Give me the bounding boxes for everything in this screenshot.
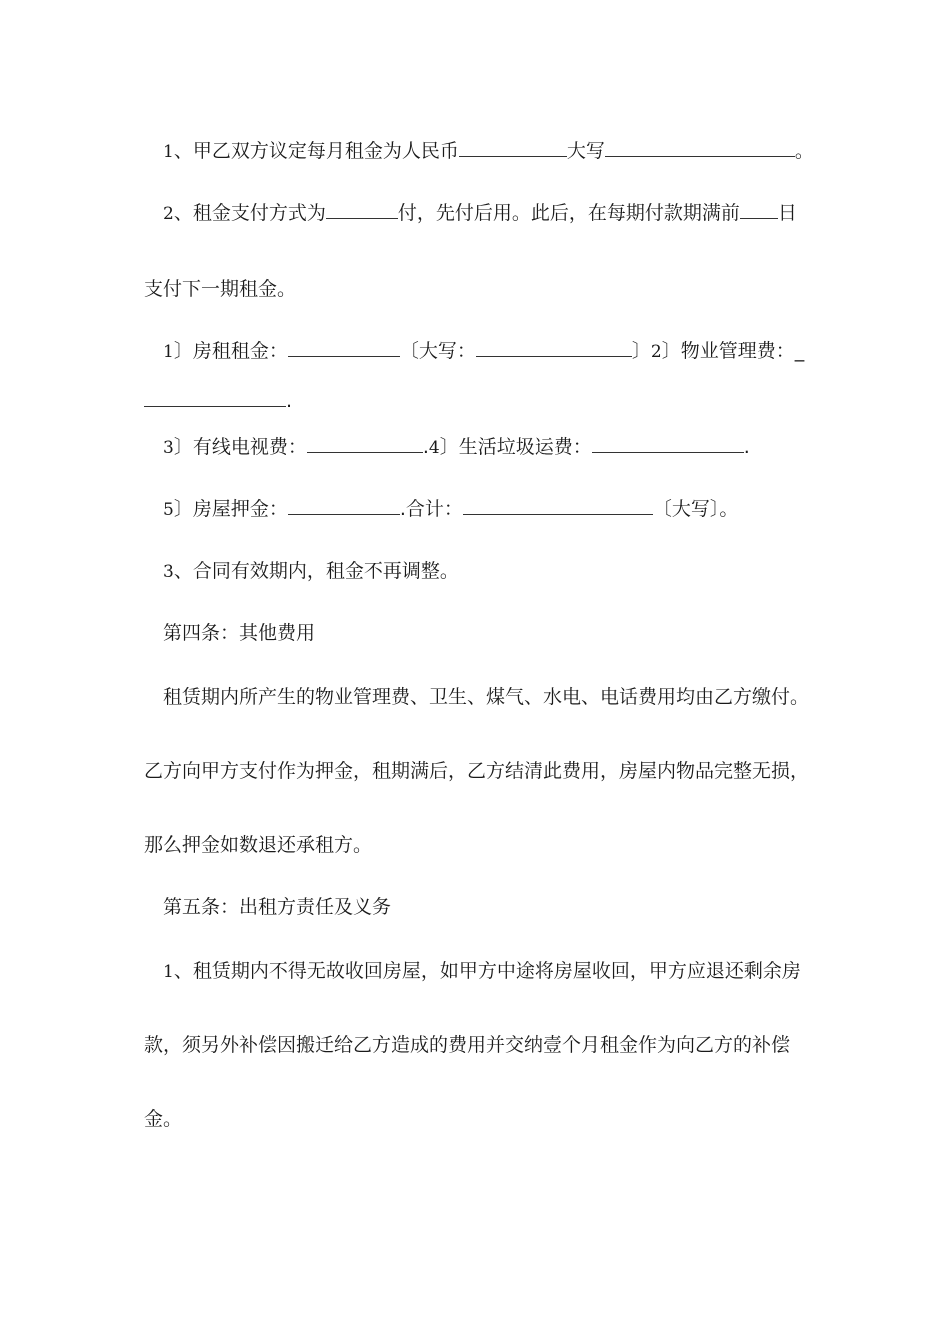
blank-field <box>605 138 795 157</box>
text-segment: 付，先付后用。此后，在每期付款期满前 <box>397 202 740 224</box>
text-segment: 日 <box>777 202 797 224</box>
article-five-heading <box>163 894 843 920</box>
deposit-total-line <box>163 496 843 523</box>
text-segment: 〕房屋押金： <box>173 498 288 520</box>
lessor-duty-continuation <box>144 1032 824 1058</box>
text-segment: 金。 <box>144 1108 183 1130</box>
cable-garbage-fee-line <box>163 434 843 461</box>
text-segment: 第五条：出租方责任及义务 <box>163 896 392 918</box>
payment-method-continuation <box>144 276 824 302</box>
item-number: 2 <box>650 342 662 362</box>
text-segment: 〕物业管理费： <box>661 340 795 362</box>
text-segment: 〔大写： <box>399 340 476 362</box>
text-segment: . <box>286 390 293 412</box>
text-segment: 〕有线电视费： <box>173 436 307 458</box>
text-segment: 支付下一期租金。 <box>144 278 297 300</box>
text-segment: 〕生活垃圾运费： <box>439 436 592 458</box>
item-number: 2 <box>163 204 174 224</box>
text-segment: 款，须另外补偿因搬迁给乙方造成的费用并交纳壹个月租金作为向乙方的补偿 <box>144 1034 791 1056</box>
text-segment: 租赁期内所产生的物业管理费、卫生、煤气、水电、电话费用均由乙方缴付。 <box>163 686 810 708</box>
blank-field <box>144 388 286 407</box>
lessor-duty-line <box>163 958 843 985</box>
item-number: 3 <box>163 562 174 582</box>
property-fee-continuation <box>144 388 824 414</box>
text-segment: . <box>743 436 750 458</box>
text-segment: 乙方向甲方支付作为押金，租期满后，乙方结清此费用，房屋内物品完整无损， <box>144 760 810 782</box>
item-number: 3 <box>163 438 174 458</box>
text-segment: _ <box>794 340 805 362</box>
blank-field <box>288 496 400 515</box>
text-segment: .合计： <box>399 498 463 520</box>
text-segment: 、甲乙双方议定每月租金为人民币 <box>173 140 459 162</box>
text-segment: . <box>422 436 429 458</box>
item-number: 1 <box>163 962 174 982</box>
blank-field <box>476 338 632 357</box>
blank-field <box>463 496 653 515</box>
text-segment: 〕 <box>631 340 651 362</box>
blank-field <box>326 200 398 219</box>
item-number: 1 <box>163 342 174 362</box>
other-fees-line <box>163 684 843 710</box>
deposit-return-line <box>144 832 824 858</box>
text-segment: 那么押金如数退还承租方。 <box>144 834 373 856</box>
item-number: 5 <box>163 500 174 520</box>
rent-amount-line <box>163 138 843 165</box>
article-four-heading <box>163 620 843 646</box>
text-segment: 〕房租租金： <box>173 340 288 362</box>
item-number: 4 <box>428 438 440 458</box>
rent-fee-line <box>163 338 843 365</box>
text-segment: 〔大写〕。 <box>652 498 739 520</box>
payment-method-line <box>163 200 843 227</box>
blank-field <box>459 138 567 157</box>
rent-adjustment-line <box>163 558 843 585</box>
text-segment: 、租赁期内不得无故收回房屋，如甲方中途将房屋收回，甲方应退还剩余房 <box>173 960 801 982</box>
blank-field <box>307 434 423 453</box>
lessor-duty-end <box>144 1106 824 1132</box>
blank-field <box>288 338 400 357</box>
blank-field <box>740 200 778 219</box>
text-segment: 、合同有效期内，租金不再调整。 <box>173 560 459 582</box>
text-segment: 。 <box>794 140 814 162</box>
item-number: 1 <box>163 142 174 162</box>
text-segment: 第四条：其他费用 <box>163 622 316 644</box>
text-segment: 、租金支付方式为 <box>173 202 326 224</box>
deposit-paragraph-line <box>144 758 824 784</box>
text-segment: 大写 <box>566 140 605 162</box>
blank-field <box>592 434 744 453</box>
